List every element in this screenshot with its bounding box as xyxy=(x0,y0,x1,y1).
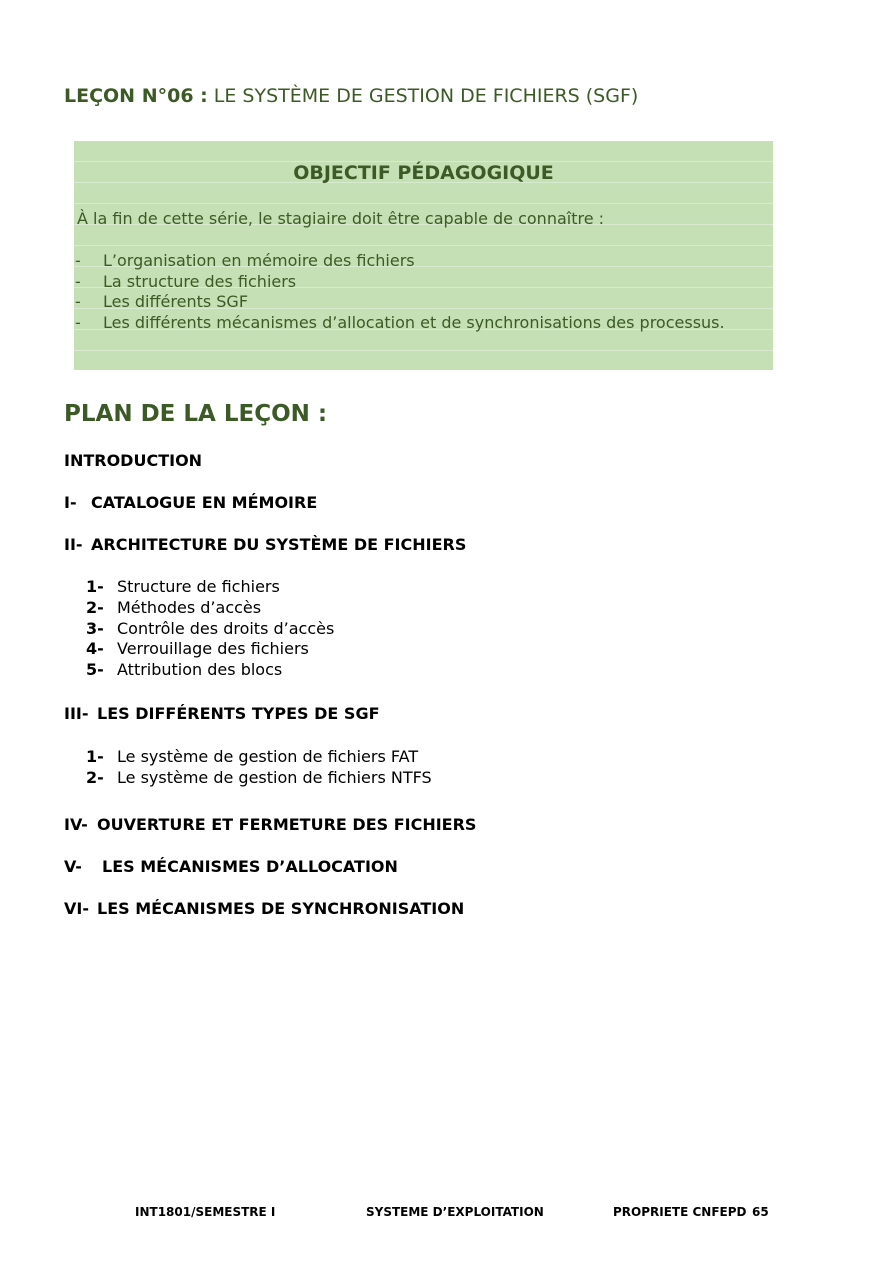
section-number: V- xyxy=(64,857,82,876)
sub-label: Méthodes d’accès xyxy=(117,597,262,617)
footer-subject: SYSTEME D’EXPLOITATION xyxy=(366,1205,544,1219)
plan-title: PLAN DE LA LEÇON : xyxy=(64,401,328,427)
sub-label: Structure de fichiers xyxy=(117,577,280,596)
section-number: III- xyxy=(64,704,89,723)
sub-label: Contrôle des droits d’accès xyxy=(117,618,335,638)
objective-item-text: Les différents SGF xyxy=(103,292,249,312)
section-label: LES DIFFÉRENTS TYPES DE SGF xyxy=(97,704,380,723)
sub-number: 1- xyxy=(86,577,104,596)
objective-box xyxy=(74,141,773,370)
plan-section-4 xyxy=(64,815,476,834)
bullet-dash: - xyxy=(75,313,81,333)
sub-number: 4- xyxy=(86,639,104,659)
footer-owner: PROPRIETE CNFEPD xyxy=(613,1205,747,1219)
lesson-name: LE SYSTÈME DE GESTION DE FICHIERS (SGF) xyxy=(207,85,639,107)
objective-intro: À la fin de cette série, le stagiaire doit être capable de connaître : xyxy=(77,209,605,228)
bullet-dash: - xyxy=(75,271,81,291)
section-number: VI- xyxy=(64,899,89,918)
plan-section-3 xyxy=(64,704,380,723)
section-number: IV- xyxy=(64,815,88,834)
sub-number: 2- xyxy=(86,597,104,617)
sub-number: 1- xyxy=(86,747,104,766)
page-number: 65 xyxy=(752,1205,769,1219)
lesson-title xyxy=(64,85,638,107)
bullet-dash: - xyxy=(75,292,81,312)
plan-section-6 xyxy=(64,899,464,918)
objective-item-text: Les différents mécanismes d’allocation et de synchronisations des processus. xyxy=(103,313,725,333)
plan-section-2 xyxy=(64,535,466,554)
footer-course: INT1801/SEMESTRE I xyxy=(135,1205,276,1219)
sub-label: Le système de gestion de fichiers NTFS xyxy=(117,767,432,787)
objective-item-text: La structure des fichiers xyxy=(103,271,297,291)
sub-number: 5- xyxy=(86,660,104,680)
plan-section-1 xyxy=(64,493,317,512)
sub-label: Attribution des blocs xyxy=(117,660,283,680)
section-label: ARCHITECTURE DU SYSTÈME DE FICHIERS xyxy=(91,535,467,554)
section-label: CATALOGUE EN MÉMOIRE xyxy=(91,493,318,512)
section-label: LES MÉCANISMES D’ALLOCATION xyxy=(102,857,398,876)
objective-title: OBJECTIF PÉDAGOGIQUE xyxy=(293,162,554,184)
plan-introduction: INTRODUCTION xyxy=(64,451,203,470)
plan-section-5 xyxy=(64,857,398,876)
bullet-dash: - xyxy=(75,251,81,270)
section-number: I- xyxy=(64,493,77,512)
section-label: LES MÉCANISMES DE SYNCHRONISATION xyxy=(97,899,465,918)
sub-label: Verrouillage des fichiers xyxy=(117,639,309,659)
sub-number: 3- xyxy=(86,618,104,638)
objective-item-text: L’organisation en mémoire des fichiers xyxy=(103,251,415,270)
sub-number: 2- xyxy=(86,767,104,787)
section-number: II- xyxy=(64,535,83,554)
lesson-number: LEÇON N°06 : xyxy=(64,85,208,107)
sub-label: Le système de gestion de fichiers FAT xyxy=(117,747,419,766)
section-label: OUVERTURE ET FERMETURE DES FICHIERS xyxy=(97,815,477,834)
